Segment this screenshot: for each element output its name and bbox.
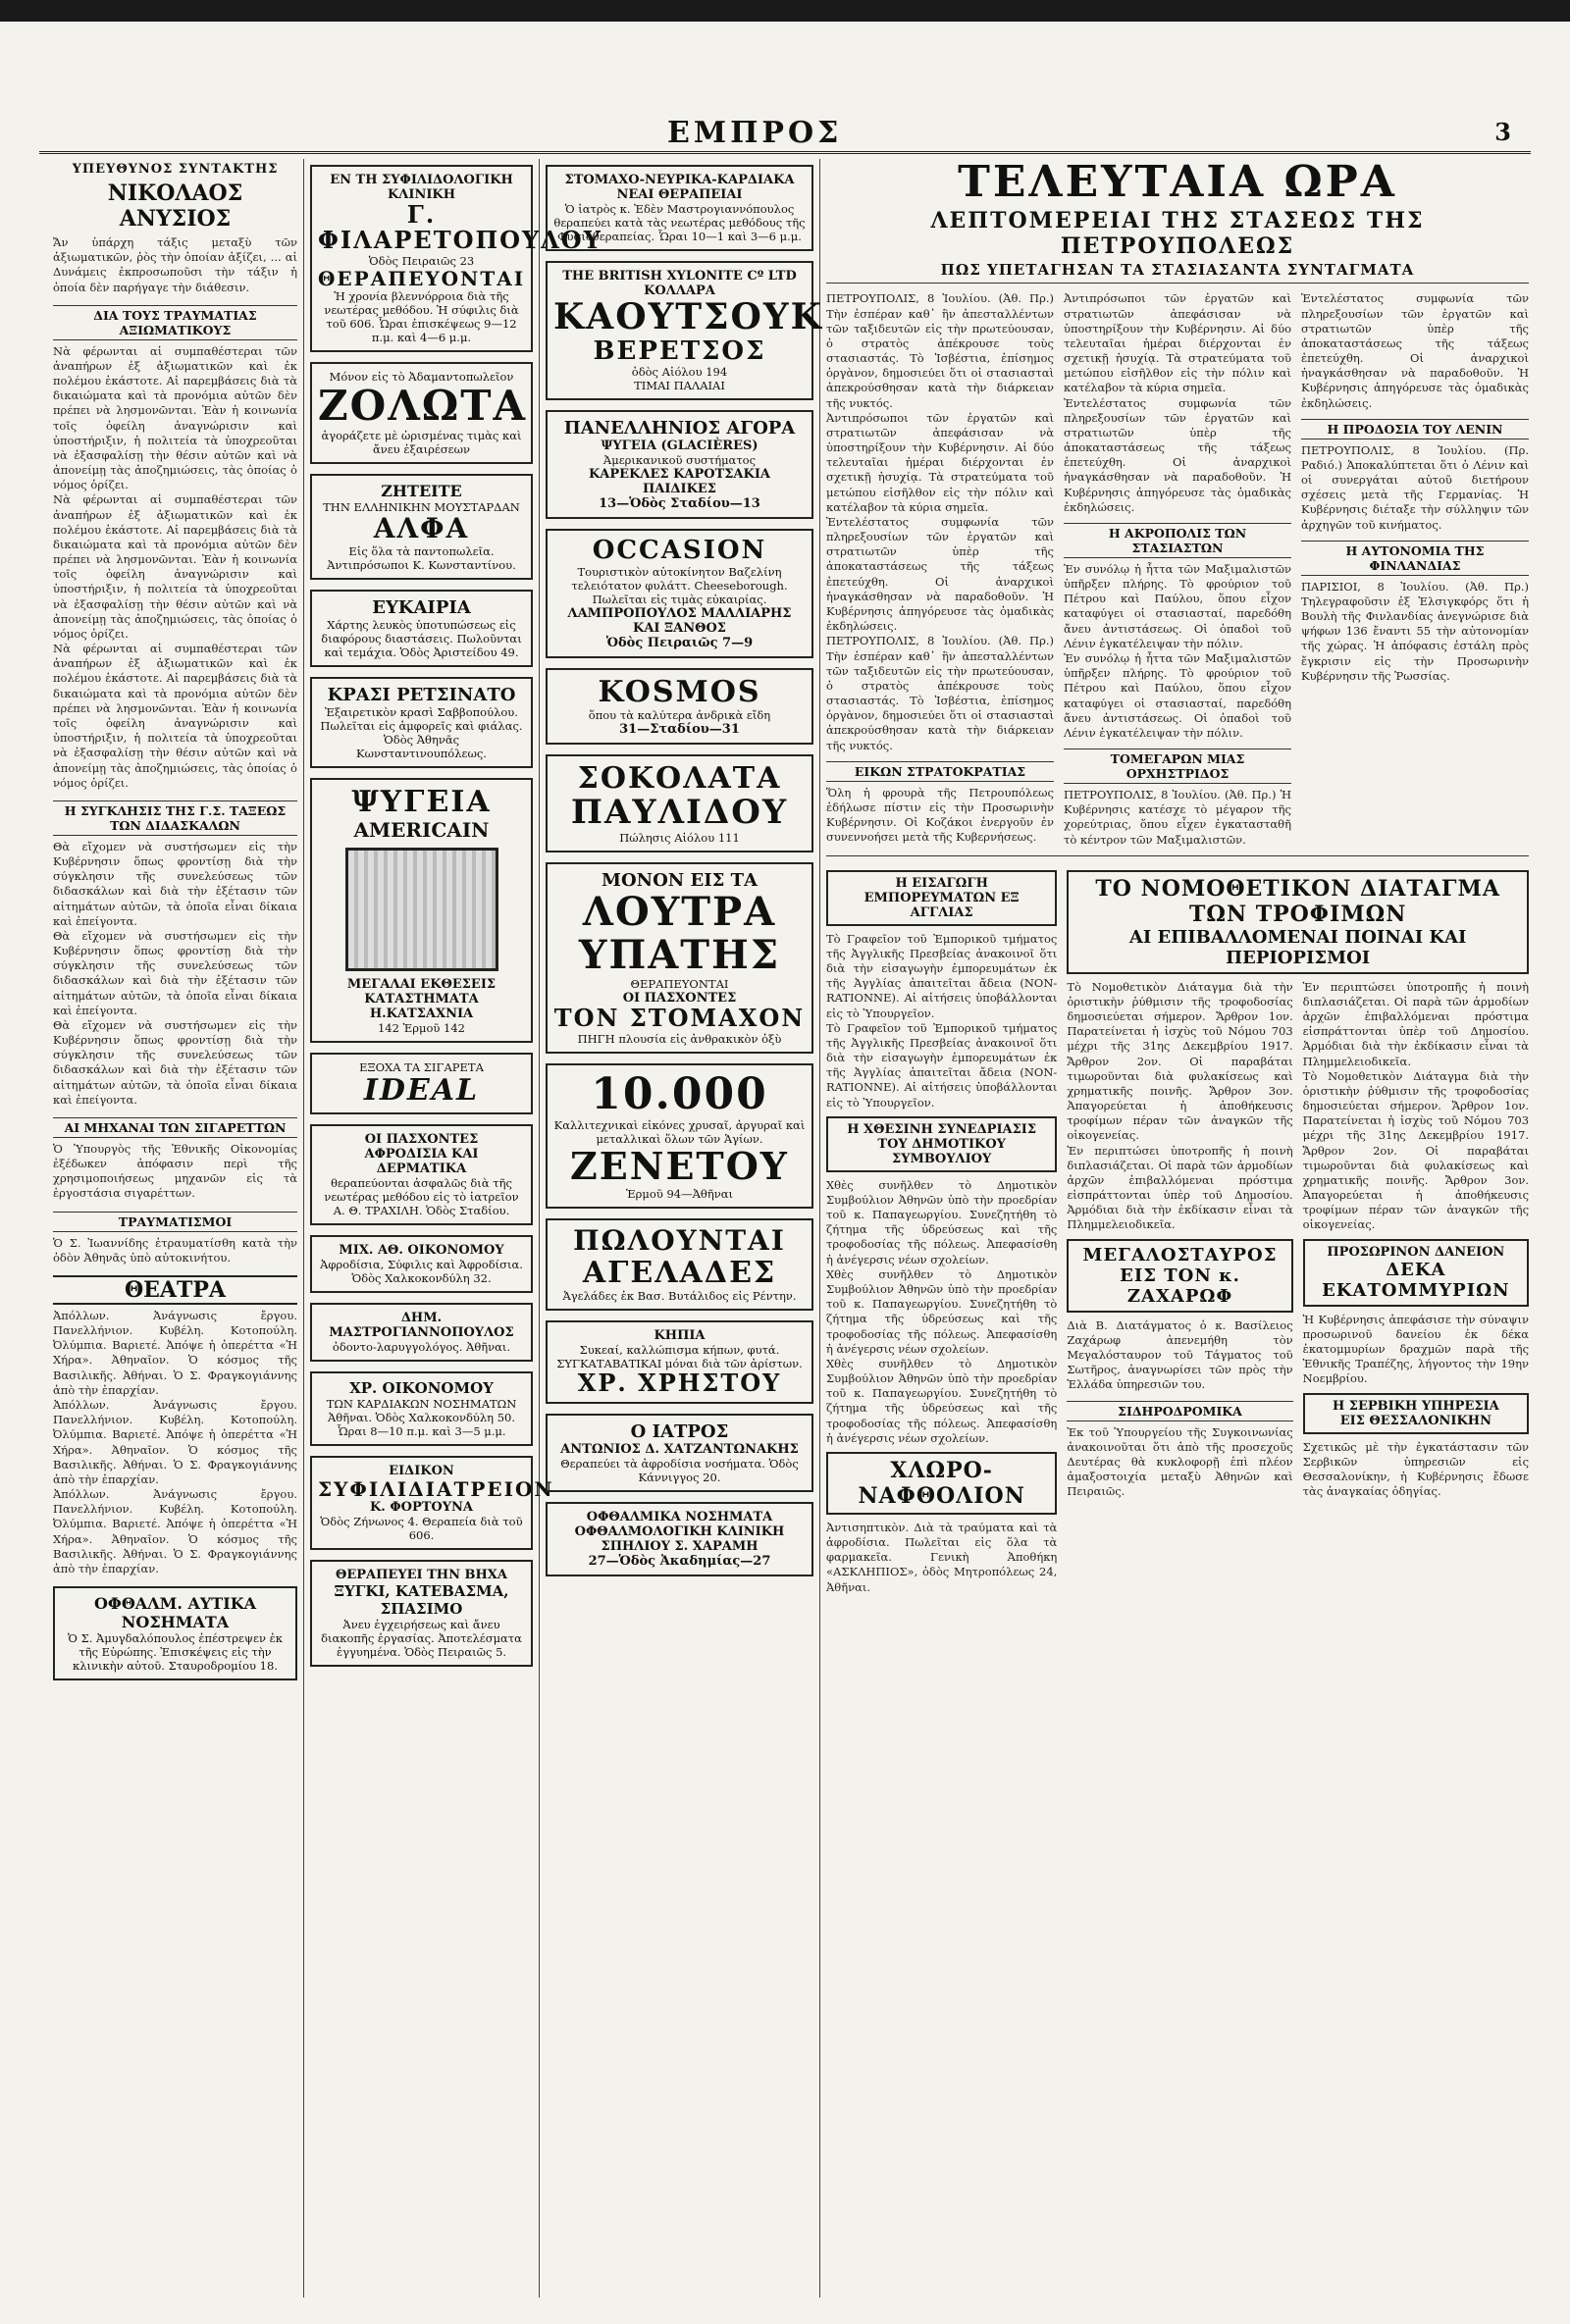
ad-line: ΚΗΠΙΑ <box>654 1327 706 1343</box>
ad-line: ΕΞΟΧΑ ΤΑ ΣΙΓΑΡΕΤΑ <box>359 1059 484 1074</box>
theatre-section <box>53 1275 297 1576</box>
story-text: Τὸ Γραφεῖον τοῦ Ἐμπορικοῦ τμήματος τῆς Ἀγγλικῆς Πρεσβείας ἀνακοινοῖ ὅτι διὰ τὴν εἰσαγωγὴν ἐμπορευμάτων ἐκ τῆς Ἀγγλίας ἀπαιτεῖται ἄδεια (NON-RATIONNE). Αἱ αἰτήσεις ὑποβάλλονται εἰς τὸ Ὑπουργεῖον. <box>826 1020 1058 1110</box>
ad-doctor <box>546 1414 813 1492</box>
story-text: Ὅλη ἡ φρουρὰ τῆς Πετρουπόλεως ἐδήλωσε πίστιν εἰς τὴν Προσωρινὴν Κυβέρνησιν. Οἱ Κοζάκοι ἐνεργοῦν ἐν συνεννοήσει μετὰ τῆς Κυβερνήσεως. <box>826 785 1054 845</box>
lead-story-columns <box>826 291 1529 847</box>
ad-line: Γ. ΦΙΛΑΡΕΤΟΠΟΥΛΟΥ <box>318 200 602 255</box>
ad-line: ΟΦΘΑΛΜΙΚΑ ΝΟΣΗΜΑΤΑ <box>586 1509 773 1524</box>
article-body: Νὰ φέρωνται αἱ συμπαθέστεραι τῶν ἀναπήρων ἐξ ἀξιωματικῶν καὶ ἐκ πολέμου ἑκάστοτε. Αἱ παρεμβάσεις διὰ τὰ δικαιώματα καὶ τὰ προνόμια αὐτῶν δὲν πρέπει νὰ λησμονῶνται. Ἐὰν ἡ κοινωνία τοῖς ὀφείλη ἀναγνώρισιν καὶ ὑποστήριξιν, ἡ πολιτεία τὰ ὑποχρεοῦται νὰ ἐξασφαλίσῃ τὴν θέσιν αὐτῶν καὶ νὰ ἀπονείμῃ τὰς ἀποζημιώσεις, τὰς ὁποίας ὁ νόμος ὁρίζει. <box>53 492 297 641</box>
section-heading: Η ΠΡΟΔΟΣΙΑ ΤΟΥ ΛΕΝΙΝ <box>1301 419 1529 439</box>
ad-ypati-baths <box>546 862 813 1053</box>
story-text: Ἐν συνόλῳ ἡ ἦττα τῶν Μαξιμαλιστῶν ὑπῆρξεν πλήρης. Τὸ φρούριον τοῦ Πέτρου καὶ Παύλου, ὅπου εἶχον καταφύγει οἱ στασιασταί, παρεδόθη ἄνευ ἀντιστάσεως. Οἱ ὁπαδοὶ τοῦ Λένιν ἐγκατέλειψαν τὴν πόλιν. <box>1064 651 1291 740</box>
main-subsubtitle: ΠΩΣ ΥΠΕΤΑΓΗΣΑΝ ΤΑ ΣΤΑΣΙΑΣΑΝΤΑ ΣΥΝΤΑΓΜΑΤΑ <box>826 261 1529 284</box>
ad-text: Ἀφροδίσια, Σύφιλις καὶ Ἀφροδίσια. Ὁδὸς Χαλκοκονδύλη 32. <box>320 1257 523 1285</box>
main-subtitle: ΛΕΠΤΟΜΕΡΕΙΑΙ ΤΗΣ ΣΤΑΣΕΩΣ ΤΗΣ ΠΕΤΡΟΥΠΟΛΕΩΣ <box>930 208 1425 260</box>
story-text: Ἐκ τοῦ Ὑπουργείου τῆς Συγκοινωνίας ἀνακοινοῦται ὅτι ἀπὸ τῆς προσεχοῦς Δευτέρας θὰ κυκλοφορῇ ἐπὶ πλέον ἀμαξοστοιχία μεταξὺ Ἀθηνῶν καὶ Πειραιῶς. <box>1067 1424 1293 1499</box>
ad-mustard <box>310 474 533 580</box>
ad-text: Ἀνευ ἐγχειρήσεως καὶ ἄνευ διακοπῆς ἐργασίας. Ἀποτελέσματα ἐγγυημένα. Ὁδὸς Πειραιῶς 5. <box>321 1617 522 1659</box>
page-number: 3 <box>1494 118 1511 146</box>
lead-col-b <box>1064 291 1291 847</box>
article-body: Ὁ Σ. Ἰωαννίδης ἐτραυματίσθη κατὰ τὴν ὁδὸν Ἀθηνᾶς ὑπὸ αὐτοκινήτου. <box>53 1235 297 1265</box>
article-body: Θὰ εἴχομεν νὰ συστήσωμεν εἰς τὴν Κυβέρνησιν ὅπως φροντίσῃ διὰ τὴν σύγκλησιν τῆς συνελεύσεως τῶν διδασκάλων καὶ διὰ τὴν ἐξέτασιν τῶν αἰτημάτων αὐτῶν, τὰ ὁποῖα εἶναι δίκαια καὶ ἐπείγοντα. <box>53 928 297 1017</box>
article-officers <box>53 305 297 791</box>
story-text: Ἐν περιπτώσει ὑποτροπῆς ἡ ποινὴ διπλασιάζεται. Οἱ παρὰ τῶν ἁρμοδίων ἀρχῶν ἐπιβαλλόμεναι πρόστιμα εἰσπράττονται ὑπὲρ τοῦ Δημοσίου. Ἀρμόδιαι διὰ τὴν ἐκδίκασιν εἶναι τὰ Πλημμελειοδικεῖα. <box>1302 979 1530 1068</box>
article-body: Θὰ εἴχομεν νὰ συστήσωμεν εἰς τὴν Κυβέρνησιν ὅπως φροντίσῃ διὰ τὴν σύγκλησιν τῆς συνελεύσεως τῶν διδασκάλων καὶ διὰ τὴν ἐξέτασιν τῶν αἰτημάτων αὐτῶν, τὰ ὁποῖα εἶναι δίκαια καὶ ἐπείγοντα. <box>53 839 297 928</box>
lower-section <box>826 864 1529 1595</box>
ad-line: ΖΟΛΩΤΑ <box>318 381 528 430</box>
ad-line: ΑΦΡΟΔΙΣΙΑ ΚΑΙ ΔΕΡΜΑΤΙΚΑ <box>364 1146 479 1176</box>
import-title: Η ΕΙΣΑΓΩΓΗ ΕΜΠΟΡΕΥΜΑΤΩΝ ΕΞ ΑΓΓΛΙΑΣ <box>864 875 1020 920</box>
theatre-listings: Ἀπόλλων. Ἀνάγνωσις ἔργου. Πανελλήνιον. Κυβέλη. Κοτοπούλη. Ὀλύμπια. Βαριετέ. Ἀπόψε ἡ ὀπερέττα «Ἡ Χήρα». Ἀθηναῖον. Ὁ κόσμος τῆς Βασιλικῆς. Ἀθήναι. Ὁ Σ. Φραγκογιάννης ἀπὸ τὴν ἐπαρχίαν. <box>53 1398 297 1486</box>
ad-line: 27—Ὁδὸς Ἀκαδημίας—27 <box>588 1553 771 1569</box>
zaharoff-title: ΜΕΓΑΛΟΣΤΑΥΡΟΣ ΕΙΣ ΤΟΝ κ. ΖΑΧΑΡΩΦ <box>1082 1244 1278 1307</box>
ad-line: ΠΑΝΕΛΛΗΝΙΟΣ ΑΓΟΡΑ <box>563 418 796 439</box>
refrigerator-illustration <box>345 848 498 971</box>
ad-cardiac <box>310 1371 533 1446</box>
ad-syphilis-clinic <box>310 165 602 352</box>
story-text: ΠΕΤΡΟΥΠΟΛΙΣ, 8 Ἰουλίου. (Πρ. Ραδιό.) Ἀποκαλύπτεται ὅτι ὁ Λένιν καὶ οἱ συνεργάται αὐτοῦ διετήρουν σχέσεις μετὰ τῆς Γερμανίας. Ἡ Κυβέρνησις διέταξε τὴν σύλληψιν τῶν ἀρχηγῶν τοῦ κινήματος. <box>1301 442 1529 532</box>
ad-new-therapies <box>546 165 813 251</box>
story-text: Χθὲς συνῆλθεν τὸ Δημοτικὸν Συμβούλιον Ἀθηνῶν ὑπὸ τὴν προεδρίαν τοῦ κ. Παπαγεωργίου. Συνεζητήθη τὸ ζήτημα τῆς ὑδρεύσεως καὶ τῆς τροφοδοσίας τῆς πόλεως. Ἀπεφασίσθη ἡ ἀνέγερσις νέων σχολείων. <box>826 1177 1058 1266</box>
ad-retsina <box>310 677 533 768</box>
ad-line: ΠΩΛΟΥΝΤΑΙ <box>573 1223 786 1257</box>
ad-line: ΤΗΝ ΕΛΛΗΝΙΚΗΝ ΜΟΥΣΤΑΡΔΑΝ <box>323 499 520 514</box>
ad-line: ΟΙ ΠΑΣΧΟΝΤΕΣ <box>622 991 737 1007</box>
loan-heading <box>1303 1239 1529 1307</box>
ad-line: ἀγοράζετε μὲ ὡρισμένας τιμὰς καὶ ἄνευ ἐξαιρέσεων <box>321 428 522 456</box>
ad-line: Μόνον εἰς τὸ Ἀδαμαντοπωλεῖον <box>329 369 514 384</box>
loan-title: ΠΡΟΣΩΡΙΝΟΝ ΔΑΝΕΙΟΝ <box>1327 1244 1505 1260</box>
ad-economou <box>310 1235 533 1293</box>
ad-line: OCCASION <box>592 536 767 566</box>
story-text: Ἐντελέστατος συμφωνία τῶν πληρεξουσίων τῶν ἐργατῶν καὶ στρατιωτῶν ὑπὲρ τῆς ἀποκαταστάσεως τῆς τάξεως ἐπετεύχθη. Οἱ ἀναρχικοὶ ἠναγκάσθησαν νὰ παραδοθοῦν. Ἡ Κυβέρνησις ἀπηγόρευσε τὰς ὁμαδικὰς ἐκδηλώσεις. <box>1064 395 1291 514</box>
section-heading: ΣΙΔΗΡΟΔΡΟΜΙΚΑ <box>1067 1401 1292 1421</box>
ad-line: ΣΤΟΜΑΧΟ-ΝΕΥΡΙΚΑ-ΚΑΡΔΙΑΚΑ <box>564 173 795 187</box>
ad-text: ὅπου τὰ καλύτερα ἀνδρικὰ εἴδη <box>588 707 771 722</box>
ad-hernia <box>310 1560 533 1667</box>
ad-line: ΜΟΝΟΝ ΕΙΣ ΤΑ <box>602 870 758 892</box>
ad-line: Κ. ΦΟΡΤΟΥΝΑ <box>369 1499 474 1515</box>
ad-collars <box>546 261 823 400</box>
story-text: Χθὲς συνῆλθεν τὸ Δημοτικὸν Συμβούλιον Ἀθηνῶν ὑπὸ τὴν προεδρίαν τοῦ κ. Παπαγεωργίου. Συνεζητήθη τὸ ζήτημα τῆς ὑδρεύσεως καὶ τῆς τροφοδοσίας τῆς πόλεως. Ἀπεφασίσθη ἡ ἀνέγερσις νέων σχολείων. <box>826 1356 1058 1445</box>
ad-line: ΧΡ. ΟΙΚΟΝΟΜΟΥ <box>349 1378 494 1397</box>
ad-line: ΚΡΑΣΙ ΡΕΤΣΙΝΑΤΟ <box>327 684 516 705</box>
ad-line: ΖΕΝΕΤΟΥ <box>570 1143 789 1188</box>
ad-zolota <box>310 362 533 464</box>
column-1 <box>47 159 304 2298</box>
lower-left <box>826 864 1057 1595</box>
ad-text: Ἐξαιρετικὸν κρασὶ Σαββοπούλου. Πωλεῖται εἰς ἀμφορεῖς καὶ φιάλας. Ὁδὸς Ἀθηνᾶς Κωνσταντινουπόλεως. <box>320 704 523 760</box>
ad-line: ΖΗΤΕΙΤΕ <box>381 481 462 500</box>
ad-line: Ὁδὸς Πειραιῶς 7—9 <box>605 635 754 650</box>
ad-icons-zenetou <box>546 1063 813 1209</box>
story-text: Ἐντελέστατος συμφωνία τῶν πληρεξουσίων τῶν ἐργατῶν καὶ στρατιωτῶν ὑπὲρ τῆς ἀποκαταστάσεως τῆς τάξεως ἐπετεύχθη. Οἱ ἀναρχικοὶ ἠναγκάσθησαν νὰ παραδοθοῦν. Ἡ Κυβέρνησις ἀπηγόρευσε τὰς ὁμαδικὰς ἐκδηλώσεις. <box>1301 291 1529 410</box>
ad-line: ΣΥΦΙΛΙΔΙΑΤΡΕΙΟΝ <box>318 1476 554 1501</box>
theatre-listings: Ἀπόλλων. Ἀνάγνωσις ἔργου. Πανελλήνιον. Κυβέλη. Κοτοπούλη. Ὀλύμπια. Βαριετέ. Ἀπόψε ἡ ὀπερέττα «Ἡ Χήρα». Ἀθηναῖον. Ὁ κόσμος τῆς Βασιλικῆς. Ἀθήναι. Ὁ Σ. Φραγκογιάννης ἀπὸ τὴν ἐπαρχίαν. <box>53 1487 297 1575</box>
ad-line: ΣΠΗΛΙΟΥ Σ. ΧΑΡΑΜΗ <box>601 1538 759 1554</box>
page-header <box>39 116 1531 154</box>
ad-text: Εἰς ὅλα τὰ παντοπωλεῖα. Ἀντιπρόσωποι Κ. Κωνσταντίνου. <box>327 543 516 572</box>
chloronaphthol-heading <box>826 1452 1057 1515</box>
decree-col-a <box>1067 980 1292 1500</box>
section-heading: Η ΑΥΤΟΝΟΜΙΑ ΤΗΣ ΦΙΝΛΑΝΔΙΑΣ <box>1301 541 1529 576</box>
theatre-listings: Ἀπόλλων. Ἀνάγνωσις ἔργου. Πανελλήνιον. Κυβέλη. Κοτοπούλη. Ὀλύμπια. Βαριετέ. Ἀπόψε ἡ ὀπερέττα «Ἡ Χήρα». Ἀθηναῖον. Ὁ κόσμος τῆς Βασιλικῆς. Ἀθήναι. Ὁ Σ. Φραγκογιάννης ἀπὸ τὴν ἐπαρχίαν. <box>53 1308 297 1397</box>
ad-line: Πώλησις Αἰόλου 111 <box>619 831 740 846</box>
ad-line: ΕΝ ΤΗ ΣΥΦΙΛΙΔΟΛΟΓΙΚΗ ΚΛΙΝΙΚΗ <box>330 173 513 202</box>
ad-line: THE BRITISH XYLONITE Cº LTD <box>562 269 797 284</box>
ad-line: IDEAL <box>363 1072 480 1108</box>
story-text: Ἀντιπρόσωποι τῶν ἐργατῶν καὶ στρατιωτῶν ἀπεφάσισαν νὰ ὑποστηρίξουν τὴν Κυβέρνησιν. Αἱ δύο τελευταῖαι ἡμέραι διέρχονται ἐν σχετικῇ ἡσυχίᾳ. Τὰ στρατεύματα τοῦ μετώπου εἰσῆλθον εἰς τὴν πόλιν καὶ κατέλαβον τὰ κύρια σημεῖα. <box>1064 291 1291 395</box>
masthead: ΕΜΠΡΟΣ <box>667 116 843 150</box>
article-heading: ΤΡΑΥΜΑΤΙΣΜΟΙ <box>53 1212 297 1232</box>
main-headline: ΤΕΛΕΥΤΑΙΑ ΩΡΑ <box>958 157 1397 207</box>
story-text: Ἀντισηπτικὸν. Διὰ τὰ τραύματα καὶ τὰ ἀφροδίσια. Πωλεῖται εἰς ὅλα τὰ φαρμακεῖα. Γενικὴ Ἀποθήκη «ΑΣΚΛΗΠΙΟΣ», ὁδὸς Μητροπόλεως 24, Ἀθῆναι. <box>826 1520 1058 1594</box>
article-teachers <box>53 800 297 1108</box>
ad-occasion <box>546 529 813 658</box>
decree-subtitle: ΑΙ ΕΠΙΒΑΛΛΟΜΕΝΑΙ ΠΟΙΝΑΙ ΚΑΙ ΠΕΡΙΟΡΙΣΜΟΙ <box>1128 926 1467 968</box>
article-cigarettes <box>53 1117 297 1202</box>
ad-text: Ὁ ἰατρὸς κ. Ἐδὲν Μαστρογιαννόπουλος θεραπεύει κατὰ τὰς νεωτέρας μεθόδους τῆς Φυσιοθεραπείας. Ὧραι 10—1 καὶ 3—6 μ.μ. <box>553 202 806 243</box>
theatre-heading: ΘΕΑΤΡΑ <box>53 1275 297 1305</box>
column-3 <box>540 159 823 2298</box>
ad-line: ΛΟΥΤΡΑ <box>582 889 777 936</box>
article-injuries <box>53 1212 297 1265</box>
ad-text: Ὁ Σ. Ἀμυγδαλόπουλος ἐπέστρεψεν ἐκ τῆς Εὐρώπης. Ἐπισκέψεις εἰς τὴν κλινικὴν αὐτοῦ. Σταυροδρομίου 18. <box>68 1631 283 1674</box>
decree-heading <box>1067 870 1529 974</box>
ad-text: Ἀθῆναι. Ὁδὸς Χαλκοκονδύλη 50. Ὧραι 8—10 π.μ. καὶ 3—5 μ.μ. <box>327 1410 515 1438</box>
lead-col-a <box>826 291 1054 847</box>
ad-panhellenic-market <box>546 410 813 519</box>
ad-line: Ἑρμοῦ 94—Ἀθῆναι <box>626 1186 733 1201</box>
ad-line: ΨΥΓΕΙΑ (GLACIÈRES) <box>601 439 759 454</box>
ad-line: ΚΑΡΕΚΛΕΣ ΚΑΡΟΤΣΑΚΙΑ ΠΑΙΔΙΚΕΣ <box>589 467 770 497</box>
ad-chocolate <box>546 754 813 852</box>
ad-line: ΒΕΡΕΤΣΟΣ <box>593 336 766 366</box>
ad-line: ΟΙ ΠΑΣΧΟΝΤΕΣ <box>364 1131 479 1147</box>
import-heading <box>826 870 1057 926</box>
ad-line: ΠΗΓΗ πλουσία εἰς ἀνθρακικὸν ὀξὺ <box>577 1031 782 1046</box>
story-text: Τὸ Νομοθετικὸν Διάταγμα διὰ τὴν ὁριστικὴν ῥύθμισιν τῆς τροφοδοσίας δημοσιεύεται σήμερον. Ἄρθρον 1ον. Παρατείνεται ἡ ἰσχὺς τοῦ Νόμου 703 μέχρι τῆς 31ης Δεκεμβρίου 1917. Ἄρθρον 2ον. Οἱ παραβάται τιμωροῦνται διὰ φυλακίσεως καὶ χρηματικῆς ποινῆς. Ἄρθρον 3ον. Ἀπαγορεύεται ἡ ἀποθήκευσις τροφίμων πέραν τῶν ἀναγκῶν τῆς οἰκογενείας. <box>1302 1068 1530 1232</box>
editor-block <box>53 162 297 295</box>
ad-refrigerators <box>310 778 533 1043</box>
ad-text: Θεραπεύει τὰ ἀφροδίσια νοσήματα. Ὁδὸς Κάννιγγος 20. <box>560 1456 799 1484</box>
ad-line: ΥΠΑΤΗΣ <box>578 932 781 979</box>
article-body: Ὁ Ὑπουργὸς τῆς Ἐθνικῆς Οἰκονομίας ἐξέδωκεν ἀπόφασιν περὶ τῆς χρησιμοποιήσεως μηχανῶν εἰς τὰ ἐργοστάσια σιγαρέττων. <box>53 1141 297 1201</box>
serbian-title: Η ΣΕΡΒΙΚΗ ΥΠΗΡΕΣΙΑ <box>1332 1398 1499 1414</box>
article-heading: ΔΙΑ ΤΟΥΣ ΤΡΑΥΜΑΤΙΑΣ ΑΞΙΩΜΑΤΙΚΟΥΣ <box>53 305 297 340</box>
editor-name: ΝΙΚΟΛΑΟΣ ΑΝΥΣΙΟΣ <box>107 181 243 232</box>
ad-line: ΜΙΧ. ΑΘ. ΟΙΚΟΝΟΜΟΥ <box>339 1242 504 1258</box>
chloronaphthol-title: ΧΛΩΡΟ-ΝΑΦΘΟΛΙΟΝ <box>858 1457 1025 1509</box>
story-text: Τὸ Γραφεῖον τοῦ Ἐμπορικοῦ τμήματος τῆς Ἀγγλικῆς Πρεσβείας ἀνακοινοῖ ὅτι διὰ τὴν εἰσαγωγὴν ἐμπορευμάτων ἐκ τῆς Ἀγγλίας ἀπαιτεῖται ἄδεια (NON-RATIONNE). Αἱ αἰτήσεις ὑποβάλλονται εἰς τὸ Ὑπουργεῖον. <box>826 931 1058 1020</box>
ad-mastrogiannopoulos <box>310 1303 533 1362</box>
story-text: Ἀντιπρόσωποι τῶν ἐργατῶν καὶ στρατιωτῶν ἀπεφάσισαν νὰ ὑποστηρίξουν τὴν Κυβέρνησιν. Αἱ δύο τελευταῖαι ἡμέραι διέρχονται ἐν σχετικῇ ἡσυχίᾳ. Τὰ στρατεύματα τοῦ μετώπου εἰσῆλθον εἰς τὴν πόλιν καὶ κατέλαβον τὰ κύρια σημεῖα. <box>826 410 1054 514</box>
ad-cigarettes <box>310 1053 533 1114</box>
serbian-subtitle: ΕΙΣ ΘΕΣΣΑΛΟΝΙΚΗΝ <box>1339 1413 1492 1428</box>
column-4 <box>820 159 1535 2298</box>
zaharoff-heading <box>1067 1239 1292 1313</box>
ad-text: Συκεαί, καλλώπισμα κήπων, φυτά. ΣΥΓΚΑΤΑΒΑΤΙΚΑΙ μόναι διὰ τῶν ἀρίστων. <box>556 1342 803 1370</box>
story-text: Σχετικῶς μὲ τὴν ἐγκατάστασιν τῶν Σερβικῶν ὑπηρεσιῶν εἰς Θεσσαλονίκην, ἡ Κυβέρνησις ἔδωσε τὰς ἀναγκαίας ὁδηγίας. <box>1302 1439 1530 1499</box>
ad-line: ΑΝΤΩΝΙΟΣ Δ. ΧΑΤΖΑΝΤΩΝΑΚΗΣ <box>560 1441 799 1457</box>
ad-line: ΑΓΕΛΑΔΕΣ <box>582 1255 777 1290</box>
ad-line: Ο ΙΑΤΡΟΣ <box>630 1420 729 1442</box>
ad-text: Καλλιτεχνικαὶ εἰκόνες χρυσαῖ, ἀργυραῖ καὶ μεταλλικαὶ ὅλων τῶν Ἁγίων. <box>553 1117 806 1146</box>
ad-line: ΚΑΟΥΤΣΟΥΚ <box>553 296 823 337</box>
story-text: ΠΕΤΡΟΥΠΟΛΙΣ, 8 Ἰουλίου. (Ἀθ. Πρ.) Τὴν ἐσπέραν καθ᾽ ἣν ἀπεσταλλέντων τῶν ταξιδευτῶν εἰς τὴν πρωτεύουσαν, ὁ στρατὸς ἀπέκρουσε τοὺς στασιαστάς. Τὸ Ἰσβέστια, ἐπίσημος ὀργὰνον, δημοσιεύει ὅτι οἱ στασιασταὶ ἀπεκρούσθησαν κατὰ τὴν διάρκειαν τῆς νυκτός. <box>826 291 1054 410</box>
lead-col-c <box>1301 291 1529 847</box>
story-text: ΠΕΤΡΟΥΠΟΛΙΣ, 8 Ἰουλίου. (Ἀθ. Πρ.) Τὴν ἐσπέραν καθ᾽ ἣν ἀπεσταλλέντων τῶν ταξιδευτῶν εἰς τὴν πρωτεύουσαν, ὁ στρατὸς ἀπέκρουσε τοὺς στασιαστάς. Τὸ Ἰσβέστια, ἐπίσημος ὀργὰνον, δημοσιεύει ὅτι οἱ στασιασταὶ ἀπεκρούσθησαν κατὰ τὴν διάρκειαν τῆς νυκτός. <box>826 634 1054 752</box>
story-text: Τὸ Νομοθετικὸν Διάταγμα διὰ τὴν ὁριστικὴν ῥύθμισιν τῆς τροφοδοσίας δημοσιεύεται σήμερον. Ἄρθρον 1ον. Παρατείνεται ἡ ἰσχὺς τοῦ Νόμου 703 μέχρι τῆς 31ης Δεκεμβρίου 1917. Ἄρθρον 2ον. Οἱ παραβάται τιμωροῦνται διὰ φυλακίσεως καὶ χρηματικῆς ποινῆς. Ἄρθρον 3ον. Ἀπαγορεύεται ἡ ἀποθήκευσις τροφίμων πέραν τῶν ἀναγκῶν τῆς οἰκογενείας. <box>1067 979 1293 1143</box>
story-text: Ἐν συνόλῳ ἡ ἦττα τῶν Μαξιμαλιστῶν ὑπῆρξεν πλήρης. Τὸ φρούριον τοῦ Πέτρου καὶ Παύλου, ὅπου εἶχον καταφύγει οἱ στασιασταί, παρεδόθη ἄνευ ἀντιστάσεως. Οἱ ὁπαδοὶ τοῦ Λένιν ἐγκατέλειψαν τὴν πόλιν. <box>1064 561 1291 650</box>
ad-line: Ἀμερικανικοῦ συστήματος <box>602 453 757 468</box>
ad-text: Ἡ χρονία βλεννόρροια διὰ τῆς νεωτέρας μεθόδου. Ἡ σύφιλις διὰ τοῦ 606. Ὧραι ἐπισκέψεως 9—12 π.μ. καὶ 4—6 μ.μ. <box>324 288 519 344</box>
ad-line: ΟΦΘΑΛΜΟΛΟΓΙΚΗ ΚΛΙΝΙΚΗ <box>574 1524 785 1539</box>
ad-eye-clinic <box>53 1586 297 1680</box>
article-heading: Η ΣΥΓΚΛΗΣΙΣ ΤΗΣ Γ.Σ. ΤΑΞΕΩΣ ΤΩΝ ΔΙΔΑΣΚΑΛΩΝ <box>53 800 297 836</box>
ad-opportunity <box>310 590 533 667</box>
editor-text: Ἄν ὑπάρχη τάξις μεταξὺ τῶν ἀξιωματικῶν, ῥὸς τὴν ὁποίαν ἀξίζει, ... αἱ Δυνάμεις ἐκπροσωποῦσι τὴν τάξιν ἡ ὁποία δὲν παρήγαγε τὴν διάθεσιν. <box>53 235 297 294</box>
story-text: ΠΕΤΡΟΥΠΟΛΙΣ, 8 Ἰουλίου. (Ἀθ. Πρ.) Ἡ Κυβέρνησις κατέσχε τὸ μέγαρον τῆς χορεύτριας, ὅπου εἶχεν ἐγκατασταθῆ τὸ κέντρον τῶν Μαξιμαλιστῶν. <box>1064 788 1291 847</box>
ad-line: ΜΕΓΑΛΑΙ ΕΚΘΕΣΕΙΣ <box>346 976 497 992</box>
lower-right <box>1067 864 1529 1595</box>
ad-cows <box>546 1218 813 1311</box>
article-body: Θὰ εἴχομεν νὰ συστήσωμεν εἰς τὴν Κυβέρνησιν ὅπως φροντίσῃ διὰ τὴν σύγκλησιν τῆς συνελεύσεως τῶν διδασκάλων καὶ διὰ τὴν ἐξέτασιν τῶν αἰτημάτων αὐτῶν, τὰ ὁποῖα εἶναι δίκαια καὶ ἐπείγοντα. <box>53 1017 297 1107</box>
decree-title: ΤΟ ΝΟΜΟΘΕΤΙΚΟΝ ΔΙΑΤΑΓΜΑ ΤΩΝ ΤΡΟΦΙΜΩΝ <box>1095 875 1500 927</box>
ad-line: ΝΕΑΙ ΘΕΡΑΠΕΙΑΙ <box>616 187 743 202</box>
ad-text: Ὁδὸς Ζήνωνος 4. Θεραπεία διὰ τοῦ 606. <box>320 1514 523 1542</box>
council-heading <box>826 1116 1057 1172</box>
story-text: Διὰ Β. Διατάγματος ὁ κ. Βασίλειος Ζαχάρωφ ἀπενεμήθη τὸν Μεγαλόσταυρον τοῦ Τάγματος τοῦ Σωτῆρος, ἀναγνωρίσει τῶν πρὸς τὴν Ἑλλάδα ὑπηρεσιῶν του. <box>1067 1317 1293 1392</box>
ad-text: Χάρτης λευκὸς ὑποτυπώσεως εἰς διαφόρους διαστάσεις. Πωλοῦνται καὶ τεμάχια. Ὁδὸς Ἀριστείδου 49. <box>321 617 522 659</box>
story-text: Ἐντελέστατος συμφωνία τῶν πληρεξουσίων τῶν ἐργατῶν καὶ στρατιωτῶν ὑπὲρ τῆς ἀποκαταστάσεως τῆς τάξεως ἐπετεύχθη. Οἱ ἀναρχικοὶ ἠναγκάσθησαν νὰ παραδοθοῦν. Ἡ Κυβέρνησις ἀπηγόρευσε τὰς ὁμαδικὰς ἐκδηλώσεις. <box>826 514 1054 634</box>
decree-col-b <box>1303 980 1529 1500</box>
ad-line: ΨΥΓΕΙΑ <box>351 784 492 819</box>
serbian-heading <box>1303 1393 1529 1434</box>
ad-kosmos <box>546 668 813 745</box>
ad-line: ΘΕΡΑΠΕΥΟΝΤΑΙ <box>630 977 729 992</box>
ad-text: Ἀγελάδες ἐκ Βασ. Βυτάλιδος εἰς Ρέντην. <box>562 1288 797 1303</box>
story-text: Χθὲς συνῆλθεν τὸ Δημοτικὸν Συμβούλιον Ἀθηνῶν ὑπὸ τὴν προεδρίαν τοῦ κ. Παπαγεωργίου. Συνεζητήθη τὸ ζήτημα τῆς ὑδρεύσεως καὶ τῆς τροφοδοσίας τῆς πόλεως. Ἀπεφασίσθη ἡ ἀνέγερσις νέων σχολείων. <box>826 1266 1058 1356</box>
article-body: Νὰ φέρωνται αἱ συμπαθέστεραι τῶν ἀναπήρων ἐξ ἀξιωματικῶν καὶ ἐκ πολέμου ἑκάστοτε. Αἱ παρεμβάσεις διὰ τὰ δικαιώματα καὶ τὰ προνόμια αὐτῶν δὲν πρέπει νὰ λησμονῶνται. Ἐὰν ἡ κοινωνία τοῖς ὀφείλη ἀναγνώρισιν καὶ ὑποστήριξιν, ἡ πολιτεία τὰ ὑποχρεοῦται νὰ ἐξασφαλίσῃ τὴν θέσιν αὐτῶν καὶ νὰ ἀπονείμῃ τὰς ἀποζημιώσεις, τὰς ὁποίας ὁ νόμος ὁρίζει. <box>53 343 297 492</box>
ad-special-syphilis <box>310 1456 554 1550</box>
story-text: ΠΑΡΙΣΙΟΙ, 8 Ἰουλίου. (Ἀθ. Πρ.) Τηλεγραφοῦσιν ἐξ Ἑλσιγκφόρς ὅτι ἡ Βουλὴ τῆς Φινλανδίας ἀνεγνώρισε διὰ ψήφων 136 ἔναντι 55 τὴν αὐτονομίαν τῆς χώρας. Ἡ ἀπόφασις ἐστάλη πρὸς ἔγκρισιν εἰς τὴν Προσωρινὴν Κυβέρνησιν τῆς Ῥωσσίας. <box>1301 579 1529 683</box>
ad-line: KOSMOS <box>598 674 761 709</box>
ad-line: 13—Ὁδὸς Σταδίου—13 <box>599 496 760 512</box>
section-heading: ΕΙΚΩΝ ΣΤΡΑΤΟΚΡΑΤΙΑΣ <box>826 761 1054 782</box>
ad-line: AMERICAIN <box>353 817 490 842</box>
loan-subtitle: ΔΕΚΑ ΕΚΑΤΟΜΜΥΡΙΩΝ <box>1322 1259 1510 1301</box>
ad-line: 31—Σταδίου—31 <box>619 721 740 737</box>
ad-line: ΤΙΜΑΙ ΠΑΛΑΙΑΙ <box>634 379 725 393</box>
ad-line: ΤΩΝ ΚΑΡΔΙΑΚΩΝ ΝΟΣΗΜΑΤΩΝ <box>326 1396 517 1411</box>
ad-text: ὀδοντο-λαρυγγολόγος. Ἀθῆναι. <box>332 1339 511 1354</box>
top-black-strip <box>0 0 1570 22</box>
ad-text: θεραπεύονται ἀσφαλῶς διὰ τῆς νεωτέρας μεθόδου εἰς τὸ ἰατρεῖον Α. Θ. ΤΡΑΧΙΛΗ. Ὁδὸς Σταδίου. <box>324 1175 519 1217</box>
ad-line: ΠΑΥΛΙΔΟΥ <box>570 792 789 832</box>
divider <box>826 855 1529 856</box>
ad-line: ΧΡ. ΧΡΗΣΤΟΥ <box>577 1368 782 1397</box>
ad-line: ΤΟΝ ΣΤΟΜΑΧΟΝ <box>553 1004 806 1033</box>
ad-title: ΟΦΘΑΛΜ. ΑΥΤΙΚΑ ΝΟΣΗΜΑΤΑ <box>93 1594 257 1632</box>
article-body: Νὰ φέρωνται αἱ συμπαθέστεραι τῶν ἀναπήρων ἐξ ἀξιωματικῶν καὶ ἐκ πολέμου ἑκάστοτε. Αἱ παρεμβάσεις διὰ τὰ δικαιώματα καὶ τὰ προνόμια αὐτῶν δὲν πρέπει νὰ λησμονῶνται. Ἐὰν ἡ κοινωνία τοῖς ὀφείλη ἀναγνώρισιν καὶ ὑποστήριξιν, ἡ πολιτεία τὰ ὑποχρεοῦται νὰ ἐξασφαλίσῃ τὴν θέσιν αὐτῶν καὶ νὰ ἀπονείμῃ τὰς ἀποζημιώσεις, τὰς ὁποίας ὁ νόμος ὁρίζει. <box>53 642 297 790</box>
ad-line: ὁδὸς Αἰόλου 194 <box>631 365 728 380</box>
ad-line: ΑΛΦΑ <box>373 511 470 544</box>
ad-line: 10.000 <box>591 1068 768 1119</box>
story-text: Ἐν περιπτώσει ὑποτροπῆς ἡ ποινὴ διπλασιάζεται. Οἱ παρὰ τῶν ἁρμοδίων ἀρχῶν ἐπιβαλλόμεναι πρόστιμα εἰσπράττονται ὑπὲρ τοῦ Δημοσίου. Ἀρμόδιαι διὰ τὴν ἐκδίκασιν εἶναι τὰ Πλημμελειοδικεῖα. <box>1067 1143 1293 1232</box>
ad-line: ΚΟΛΛΑΡΑ <box>644 284 715 298</box>
ad-line: ΘΕΡΑΠΕΥΟΝΤΑΙ <box>318 266 526 290</box>
council-title: Η ΧΘΕΣΙΝΗ ΣΥΝΕΔΡΙΑΣΙΣ ΤΟΥ ΔΗΜΟΤΙΚΟΥ ΣΥΜΒΟΥΛΙΟΥ <box>847 1121 1037 1166</box>
ad-line: ΛΑΜΠΡΟΠΟΥΛΟΣ ΜΑΛΛΙΑΡΗΣ ΚΑΙ ΞΑΝΘΟΣ <box>567 605 792 636</box>
ad-ophthalmology <box>546 1502 813 1576</box>
ad-line: ΞΥΓΚΙ, ΚΑΤΕΒΑΣΜΑ, ΣΠΑΣΙΜΟ <box>334 1581 509 1618</box>
ad-line: Ὁδὸς Πειραιῶς 23 <box>368 253 475 268</box>
ad-line: ΕΙΔΙΚΟΝ <box>389 1463 454 1478</box>
article-heading: ΑΙ ΜΗΧΑΝΑΙ ΤΩΝ ΣΙΓΑΡΕΤΤΩΝ <box>53 1117 297 1138</box>
ad-line: ΔΗΜ. ΜΑΣΤΡΟΓΙΑΝΝΟΠΟΥΛΟΣ <box>329 1310 514 1340</box>
decree-columns <box>1067 980 1529 1500</box>
ad-line: ΣΟΚΟΛΑΤΑ <box>577 760 782 796</box>
ad-line: ΚΑΤΑΣΤΗΜΑΤΑ Η.ΚΑΤΣΑΧΝΙΑ <box>364 991 479 1021</box>
section-heading: Η ΑΚΡΟΠΟΛΙΣ ΤΩΝ ΣΤΑΣΙΑΣΤΩΝ <box>1064 523 1291 558</box>
story-text: Ἡ Κυβέρνησις ἀπεφάσισε τὴν σύναψιν προσωρινοῦ δανείου ἐκ δέκα ἑκατομμυρίων δραχμῶν παρὰ τῆς Ἐθνικῆς Τραπέζης, λήγοντος τὴν 19ην Νοεμβρίου. <box>1302 1312 1530 1386</box>
ad-line: ΕΥΚΑΙΡΙΑ <box>372 596 471 618</box>
section-heading: ΤΟΜΕΓΑΡΩΝ ΜΙΑΣ ΟΡΧΗΣΤΡΙΔΟΣ <box>1064 749 1291 784</box>
ad-text: Τουριστικὸν αὐτοκίνητον Βαζελίνη τελειότατον φυλάττ. Cheeseborough. Πωλεῖται εἰς τιμὰς εὐκαιρίας. <box>571 564 788 606</box>
ad-line: 142 Ἑρμοῦ 142 <box>377 1020 466 1035</box>
column-2 <box>304 159 602 2298</box>
ad-line: ΘΕΡΑΠΕΥΕΙ ΤΗΝ ΒΗΧΑ <box>336 1567 507 1582</box>
ad-dermatology <box>310 1124 533 1225</box>
editor-kicker: ΥΠΕΥΘΥΝΟΣ ΣΥΝΤΑΚΤΗΣ <box>72 162 279 177</box>
ad-gardens <box>546 1320 813 1404</box>
